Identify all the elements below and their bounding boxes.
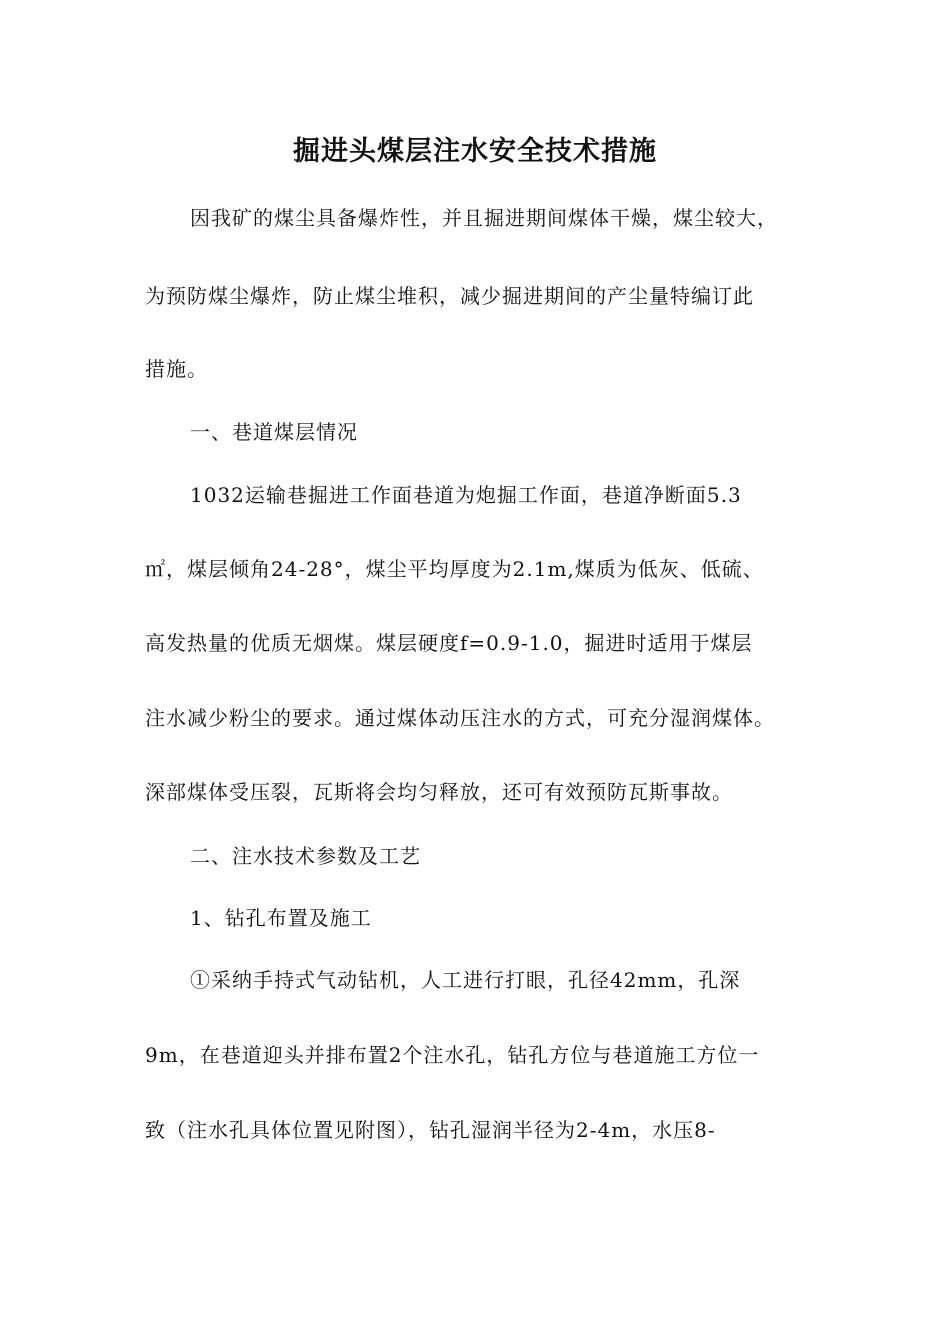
paragraph-line: 1032运输巷掘进工作面巷道为炮掘工作面，巷道净断面5.3 [190, 483, 742, 507]
paragraph-line: ㎡，煤层倾角24-28°，煤尘平均厚度为2.1m,煤质为低灰、低硫、 [145, 557, 764, 581]
paragraph-line: 高发热量的优质无烟煤。煤层硬度f=0.9-1.0，掘进时适用于煤层 [145, 631, 753, 655]
paragraph-line: ①采纳手持式气动钻机，人工进行打眼，孔径42mm，孔深 [190, 968, 741, 992]
section-heading: 二、注水技术参数及工艺 [190, 844, 421, 868]
paragraph-line: 措施。 [145, 357, 208, 381]
paragraph-line: 注水减少粉尘的要求。通过煤体动压注水的方式，可充分湿润煤体。 [145, 706, 775, 730]
document-title: 掘进头煤层注水安全技术措施 [293, 136, 657, 167]
paragraph-line: 为预防煤尘爆炸，防止煤尘堆积，减少掘进期间的产尘量特编订此 [145, 284, 754, 308]
section-heading: 一、巷道煤层情况 [190, 420, 358, 444]
paragraph-line: 因我矿的煤尘具备爆炸性，并且掘进期间煤体干燥，煤尘较大， [190, 206, 778, 230]
subsection-heading: 1、钻孔布置及施工 [190, 906, 372, 930]
paragraph-line: 深部煤体受压裂，瓦斯将会均匀释放，还可有效预防瓦斯事故。 [145, 780, 733, 804]
paragraph-line: 致（注水孔具体位置见附图），钻孔湿润半径为2-4m，水压8- [145, 1118, 716, 1142]
paragraph-line: 9m，在巷道迎头并排布置2个注水孔，钻孔方位与巷道施工方位一 [145, 1043, 760, 1067]
